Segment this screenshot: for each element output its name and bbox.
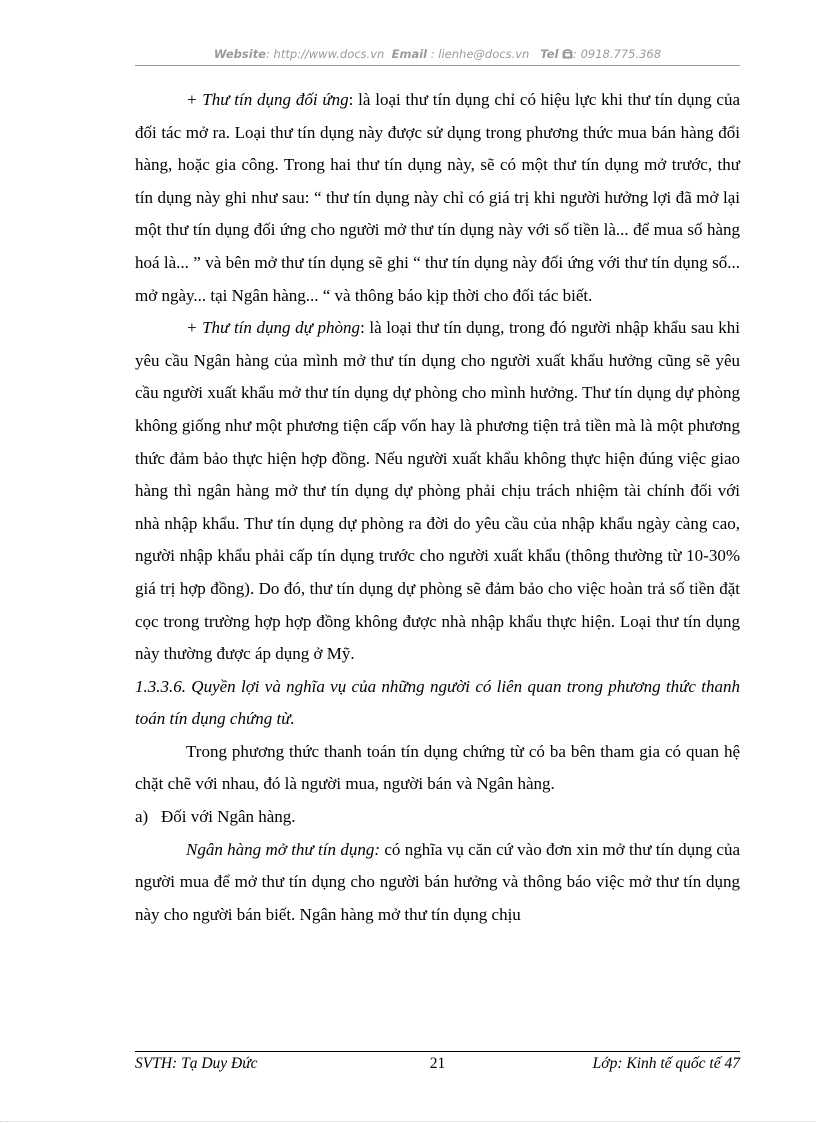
email-value: : lienhe@docs.vn [430, 47, 530, 61]
page-header [135, 47, 740, 61]
page-footer [135, 1055, 740, 1077]
paragraph-reciprocal-lc [135, 84, 740, 312]
term-issuing-bank: Ngân hàng mở thư tín dụng: [186, 839, 380, 859]
tel-value: : 0918.775.368 [573, 47, 662, 61]
text-reciprocal-lc: : là loại thư tín dụng chỉ có hiệu lực khi thư tín dụng của đối tác mở ra. Loại thư tín dụng này được sử dụng trong phương thức mua bán hàng đổi hàng, hoặc gia công. Trong hai thư tín dụng này, sẽ có một thư tín dụng mở trước, thư tín dụng này ghi như sau: “ thư tín dụng này chỉ có giá trị khi người hưởng lợi đã mở lại một thư tín dụng đối ứng cho người mở thư tín dụng này với số tiền là... để mua số hàng hoá là... ” và bên mở thư tín dụng sẽ ghi “ thư tín dụng này đối ứng với thư tín dụng số... mở ngày... tại Ngân hàng... “ và thông báo kịp thời cho đối tác biết. [135, 90, 740, 305]
footer-student: SVTH: Tạ Duy Đức [135, 1055, 258, 1072]
header-divider [135, 65, 740, 66]
paragraph-standby-lc [135, 312, 740, 671]
page-edge [0, 1121, 816, 1122]
paragraph-issuing-bank [135, 834, 740, 932]
phone-icon [562, 47, 573, 61]
list-item-bank: a) Đối với Ngân hàng. [135, 807, 296, 827]
text-standby-lc: : là loại thư tín dụng, trong đó người nhập khẩu sau khi yêu cầu Ngân hàng của mình mở thư tín dụng cho người xuất khẩu hưởng cũng sẽ yêu cầu người xuất khẩu mở thư tín dụng dự phòng cho mình hưởng. Thư tín dụng dự phòng không giống như một phương tiện cấp vốn hay là phương tiện trả tiền mà là một phương thức đảm bảo thực hiện hợp đồng. Nếu người xuất khẩu không thực hiện đúng việc giao hàng thì ngân hàng mở thư tín dụng dự phòng phải chịu trách nhiệm tài chính đối với nhà nhập khẩu. Thư tín dụng dự phòng ra đời do yêu cầu của nhập khẩu ngày càng cao, người nhập khẩu phải cấp tín dụng trước cho người xuất khẩu (thông thường từ 10-30% giá trị hợp đồng). Do đó, thư tín dụng dự phòng sẽ đảm bảo cho việc hoàn trả số tiền đặt cọc trong trường hợp hợp đồng không được nhà nhập khẩu thực hiện. Loại thư tín dụng này thường được áp dụng ở Mỹ. [135, 318, 740, 664]
section-heading: 1.3.3.6. Quyền lợi và nghĩa vụ của những người có liên quan trong phương thức thanh toán tín dụng chứng từ. [135, 676, 740, 729]
website-label: Website [213, 47, 266, 61]
website-value: : http://www.docs.vn [266, 47, 385, 61]
text-issuing-bank: có nghĩa vụ căn cứ vào đơn xin mở thư tín dụng của người mua để mở thư tín dụng cho người bán hưởng và thông báo việc mở thư tín dụng này cho người bán biết. Ngân hàng mở thư tín dụng chịu [135, 839, 740, 924]
email-label: Email [391, 47, 428, 61]
tel-label: Tel [540, 47, 559, 61]
footer-page-number: 21 [429, 1055, 446, 1072]
term-reciprocal-lc: + Thư tín dụng đối ứng [186, 90, 349, 109]
term-standby-lc: + Thư tín dụng dự phòng [186, 318, 361, 338]
paragraph-parties: Trong phương thức thanh toán tín dụng chứng từ có ba bên tham gia có quan hệ chặt chẽ với nhau, đó là người mua, người bán và Ngân hàng. [135, 741, 740, 794]
page-body [135, 84, 740, 931]
footer-class: Lớp: Kinh tế quốc tế 47 [592, 1055, 740, 1072]
footer-divider [135, 1051, 740, 1052]
